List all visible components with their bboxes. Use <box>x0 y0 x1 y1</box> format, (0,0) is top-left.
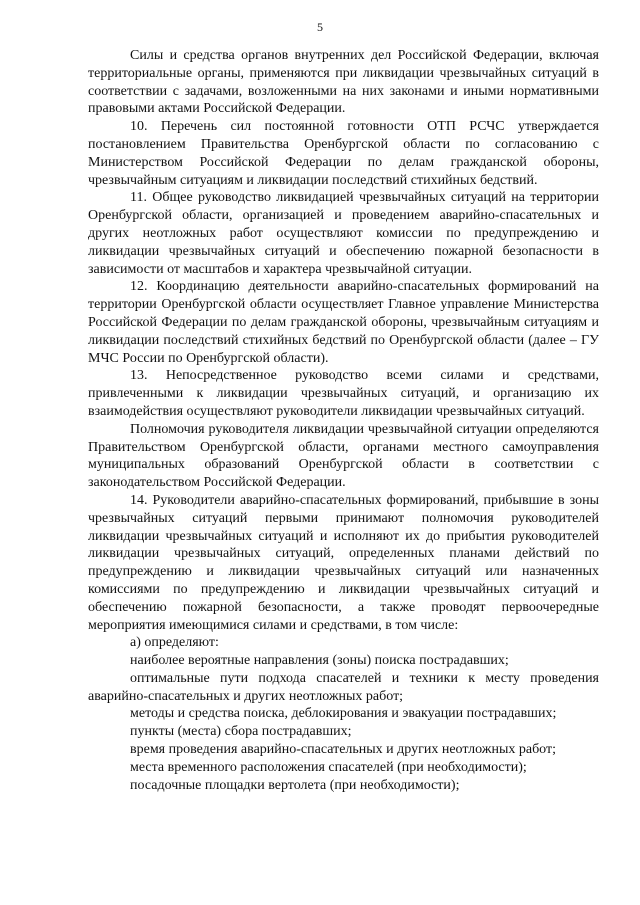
list-item: пункты (места) сбора пострадавших; <box>130 724 352 740</box>
list-item: наиболее вероятные направления (зоны) поиска пострадавших; <box>130 653 509 669</box>
paragraph-10: 10. Перечень сил постоянной готовности ОТП РСЧС утверждается постановлением Правительства Оренбургской области по согласованию с Министерством Российской Федерации по делам гражданской обороны, чрезвычайным ситуациям и ликвидации последствий стихийных бедствий. <box>88 119 599 188</box>
document-body <box>88 47 599 794</box>
list-item: оптимальные пути подхода спасателей и техники к месту проведения аварийно-спасательных и других неотложных работ; <box>88 670 599 704</box>
paragraph-internal-affairs-forces: Силы и средства органов внутренних дел Российской Федерации, включая территориальные органы, применяются при ликвидации чрезвычайных ситуаций в соответствии с задачами, возложенными на них законами и иными нормативными правовыми актами Российской Федерации. <box>88 48 599 117</box>
page-number: 5 <box>317 20 323 34</box>
list-item: время проведения аварийно-спасательных и других неотложных работ; <box>130 742 557 758</box>
paragraph-13-powers: Полномочия руководителя ликвидации чрезвычайной ситуации определяются Правительством Оренбургской области, органами местного самоуправления муниципальных образований Оренбургской области в соответствии с законодательством Российской Федерации. <box>88 421 599 491</box>
list-item-a: а) определяют: <box>130 635 219 651</box>
paragraph-14: 14. Руководители аварийно-спасательных формирований, прибывшие в зоны чрезвычайных ситуаций первыми принимают полномочия руководителей ликвидации чрезвычайных ситуаций и исполняют их до прибытия руководителей ликвидации чрезвычайных ситуаций, определенных планами действий по предупреждению и ликвидации чрезвычайных ситуаций или назначенных комиссиями по предупреждению и ликвидации чрезвычайных ситуаций и обеспечению пожарной безопасности, а также проводят первоочередные мероприятия имеющимися силами и средствами, в том числе: <box>88 492 599 633</box>
paragraph-13: 13. Непосредственное руководство всеми силами и средствами, привлеченными к ликвидации чрезвычайных ситуаций, и организацию их взаимодействия осуществляют руководители ликвидации чрезвычайных ситуаций. <box>88 368 599 419</box>
list-item: методы и средства поиска, деблокирования и эвакуации пострадавших; <box>130 706 557 722</box>
list-item: посадочные площадки вертолета (при необходимости); <box>130 777 460 793</box>
paragraph-11: 11. Общее руководство ликвидацией чрезвычайных ситуаций на территории Оренбургской области, организацией и проведением аварийно-спасательных и других неотложных работ осуществляют комиссии по предупреждению и ликвидации чрезвычайных ситуаций и обеспечению пожарной безопасности в зависимости от масштабов и характера чрезвычайной ситуации. <box>88 190 599 277</box>
paragraph-12: 12. Координацию деятельности аварийно-спасательных формирований на территории Оренбургской области осуществляет Главное управление Министерства Российской Федерации по делам гражданской обороны, чрезвычайным ситуациям и ликвидации последствий стихийных бедствий по Оренбургской области (далее – ГУ МЧС России по Оренбургской области). <box>88 279 599 366</box>
list-item: места временного расположения спасателей (при необходимости); <box>130 759 527 775</box>
